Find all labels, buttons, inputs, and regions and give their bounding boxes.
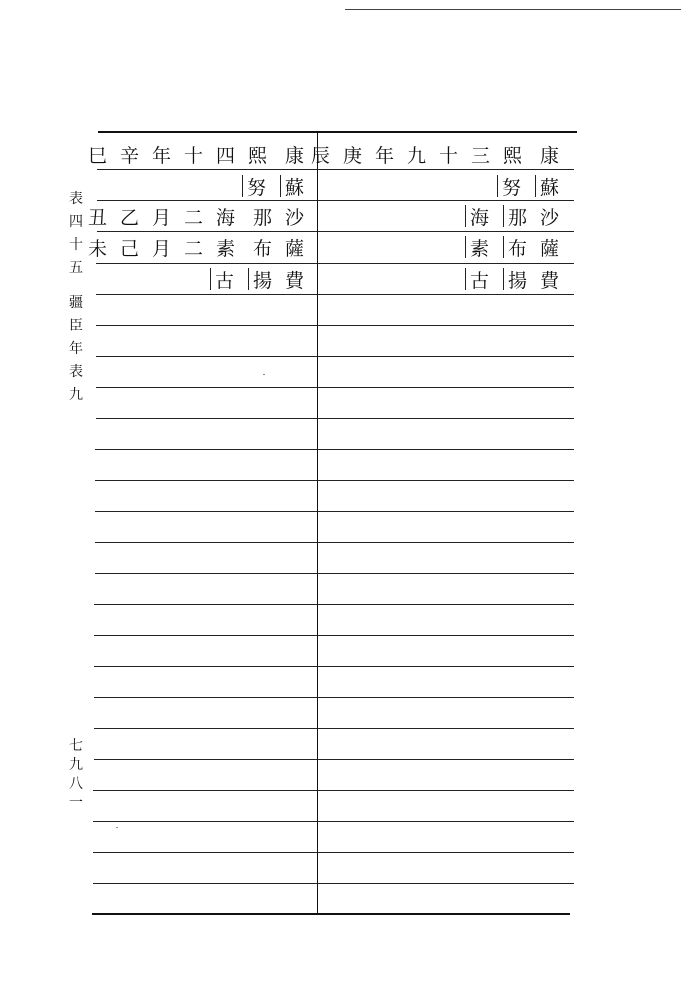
cell-bar [503,205,504,227]
cell-name-char: 海 [215,206,248,229]
ruled-line [95,573,574,574]
cell-name-char: 努 [501,176,534,199]
column-divider [317,133,318,913]
cell-suffix: 揚費 [252,269,317,292]
margin-char: 九 [69,387,83,403]
cell-suffix: 揚費 [507,269,572,292]
cell-suffix: 布薩 [507,237,572,260]
cell-prefix: 巳辛年十四 [87,144,248,167]
margin-char: 五 [69,260,83,276]
cell-name-char: 努 [246,176,279,199]
cell-suffix: 蘇 [284,176,317,199]
ruled-line [95,542,574,543]
right-row-1 [310,139,572,169]
ruled-line [94,759,574,760]
ruled-line [95,449,574,450]
cell-suffix: 康 [539,144,572,167]
cell-suffix: 蘇 [539,176,572,199]
right-row-5 [324,264,572,294]
cell-name-char: 素 [215,237,248,260]
cell-bar [280,175,281,197]
ruled-line [94,697,574,698]
left-row-5 [96,264,317,294]
left-row-3 [87,201,317,231]
cell-suffix: 布薩 [252,237,317,260]
page-number [66,737,86,813]
top-rule [345,9,681,10]
ruled-line [96,294,574,295]
cell-name-char: 古 [469,269,502,292]
cell-name-char: 熙 [247,144,280,167]
cell-prefix: 丑乙月二 [87,206,216,229]
ruled-line [96,387,574,388]
cell-bar [503,236,504,258]
margin-char: 四 [69,214,83,230]
ruled-line [93,821,574,822]
margin-char: 疆 [69,295,83,311]
official-table [87,131,577,916]
ruled-line [97,200,574,201]
right-row-2 [324,171,572,201]
table-bottom-border [92,913,570,915]
cell-bar [535,175,536,197]
ruled-line [95,511,574,512]
print-speck [116,827,118,828]
cell-bar [210,268,211,290]
page-number-digit: 八 [69,776,83,792]
ruled-line [94,635,574,636]
cell-bar [497,175,498,197]
margin-gap [66,280,86,292]
right-row-4 [324,232,572,262]
cell-bar [248,268,249,290]
ruled-line [94,666,574,667]
cell-name-char: 海 [469,206,502,229]
ruled-line [95,480,574,481]
print-speck [263,374,265,375]
cell-suffix: 康 [284,144,317,167]
cell-prefix: 未己月二 [87,237,216,260]
cell-name-char: 素 [469,237,502,260]
cell-name-char: 古 [214,269,247,292]
cell-prefix: 辰庚年九十三 [310,144,503,167]
cell-suffix: 那沙 [252,206,317,229]
right-row-3 [324,201,572,231]
ruled-line [97,231,574,232]
page-number-digit: 七 [69,738,83,754]
cell-name-char: 熙 [502,144,535,167]
page-number-digit: 一 [69,795,83,811]
left-row-2 [96,171,317,201]
cell-suffix: 那沙 [507,206,572,229]
left-row-4 [87,232,317,262]
left-row-1 [87,139,317,169]
ruled-line [96,263,574,264]
cell-bar [465,268,466,290]
cell-bar [242,175,243,197]
margin-char: 十 [69,237,83,253]
ruled-line [97,169,574,170]
margin-char: 臣 [69,318,83,334]
ruled-line [96,418,574,419]
page-number-digit: 九 [69,757,83,773]
cell-bar [465,205,466,227]
ruled-line [94,604,574,605]
ruled-line [93,852,574,853]
cell-bar [503,268,504,290]
cell-bar [465,236,466,258]
margin-char: 表 [69,364,83,380]
ruled-line [93,790,574,791]
ruled-line [94,728,574,729]
margin-char: 年 [69,341,83,357]
margin-label [66,188,86,407]
ruled-line [96,325,574,326]
ruled-line [93,883,574,884]
ruled-line [96,356,574,357]
margin-char: 表 [69,191,83,207]
table-top-border [98,131,577,133]
